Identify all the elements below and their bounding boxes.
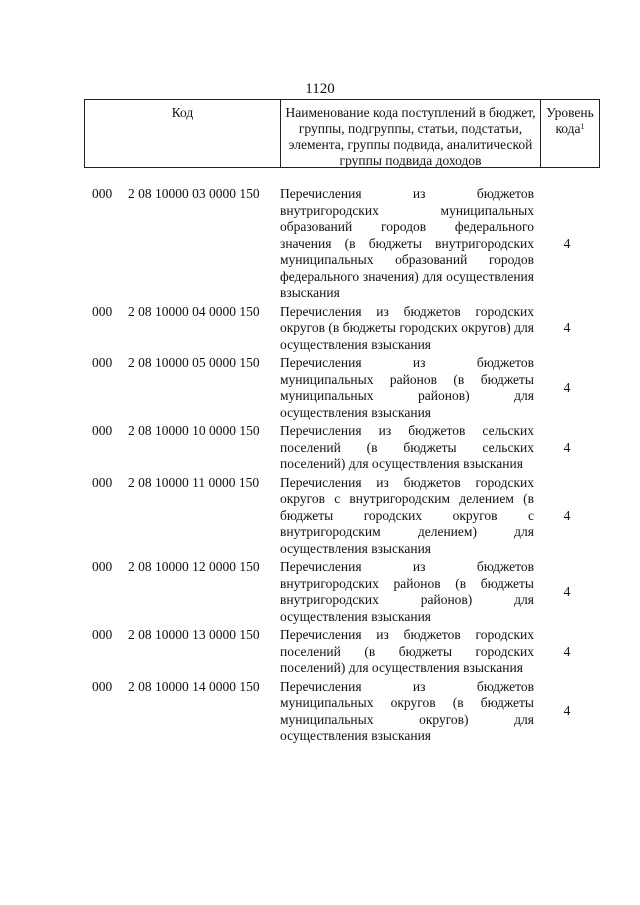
table-row xyxy=(84,475,600,558)
header-name: Наименование кода поступлений в бюджет, группы, подгруппы, статьи, подстатьи, элемента, группы подвида, аналитической группы подвида доходов xyxy=(281,100,541,167)
table-row xyxy=(84,679,600,745)
row-level: 4 xyxy=(563,320,571,335)
row-code: 2 08 10000 13 0000 150 xyxy=(128,627,260,642)
table-row xyxy=(84,627,600,677)
row-name: Перечисления из бюджетов городских округов (в бюджеты городских округов) для осуществления взыскания xyxy=(280,303,534,352)
row-code: 2 08 10000 04 0000 150 xyxy=(128,303,260,319)
row-name: Перечисления из бюджетов внутригородских муниципальных образований городов федерального значения (в бюджеты внутригородских муниципальных образований городов федерального значения) для осуществления взыскания xyxy=(280,186,534,300)
row-admin-code: 000 xyxy=(92,627,113,642)
table-header xyxy=(84,99,600,168)
row-level: 4 xyxy=(563,235,571,251)
table-row xyxy=(84,423,600,473)
table-row xyxy=(84,304,600,354)
header-level-footnote: 1 xyxy=(580,122,585,131)
header-code: Код xyxy=(85,100,281,167)
table-body xyxy=(84,186,600,745)
row-code: 2 08 10000 03 0000 150 xyxy=(128,186,260,201)
row-level: 4 xyxy=(563,703,571,719)
row-admin-code: 000 xyxy=(92,303,113,319)
header-level-label: Уровень кода xyxy=(546,105,594,136)
row-code: 2 08 10000 14 0000 150 xyxy=(128,678,260,694)
row-level: 4 xyxy=(563,379,571,395)
row-name: Перечисления из бюджетов городских поселений (в бюджеты городских поселений) для осуществления взыскания xyxy=(280,627,534,675)
page-number: 1120 xyxy=(305,81,335,97)
table-row xyxy=(84,559,600,625)
table-row xyxy=(84,355,600,421)
table-row xyxy=(84,186,600,302)
row-name: Перечисления из бюджетов муниципальных районов (в бюджеты муниципальных районов) для осуществления взыскания xyxy=(280,355,534,420)
row-level: 4 xyxy=(563,439,571,455)
row-admin-code: 000 xyxy=(92,678,113,694)
row-level: 4 xyxy=(563,507,571,523)
row-code: 2 08 10000 11 0000 150 xyxy=(128,474,260,490)
row-admin-code: 000 xyxy=(92,559,113,574)
row-code: 2 08 10000 12 0000 150 xyxy=(128,559,260,574)
row-admin-code: 000 xyxy=(92,423,113,438)
row-name: Перечисления из бюджетов сельских поселений (в бюджеты сельских поселений) для осуществления взыскания xyxy=(280,423,534,471)
header-level xyxy=(541,100,599,167)
row-code: 2 08 10000 10 0000 150 xyxy=(128,423,260,438)
row-admin-code: 000 xyxy=(92,474,113,490)
row-name: Перечисления из бюджетов городских округов с внутригородским делением (в бюджеты городских округов с внутригородским делением) для осуществления взыскания xyxy=(280,474,534,556)
row-level: 4 xyxy=(563,643,571,659)
row-admin-code: 000 xyxy=(92,355,113,370)
row-level: 4 xyxy=(563,583,571,599)
row-name: Перечисления из бюджетов муниципальных округов (в бюджеты муниципальных округов) для осуществления взыскания xyxy=(280,678,534,743)
row-name: Перечисления из бюджетов внутригородских районов (в бюджеты внутригородских районов) для осуществления взыскания xyxy=(280,559,534,624)
row-admin-code: 000 xyxy=(92,186,113,201)
row-code: 2 08 10000 05 0000 150 xyxy=(128,355,260,370)
